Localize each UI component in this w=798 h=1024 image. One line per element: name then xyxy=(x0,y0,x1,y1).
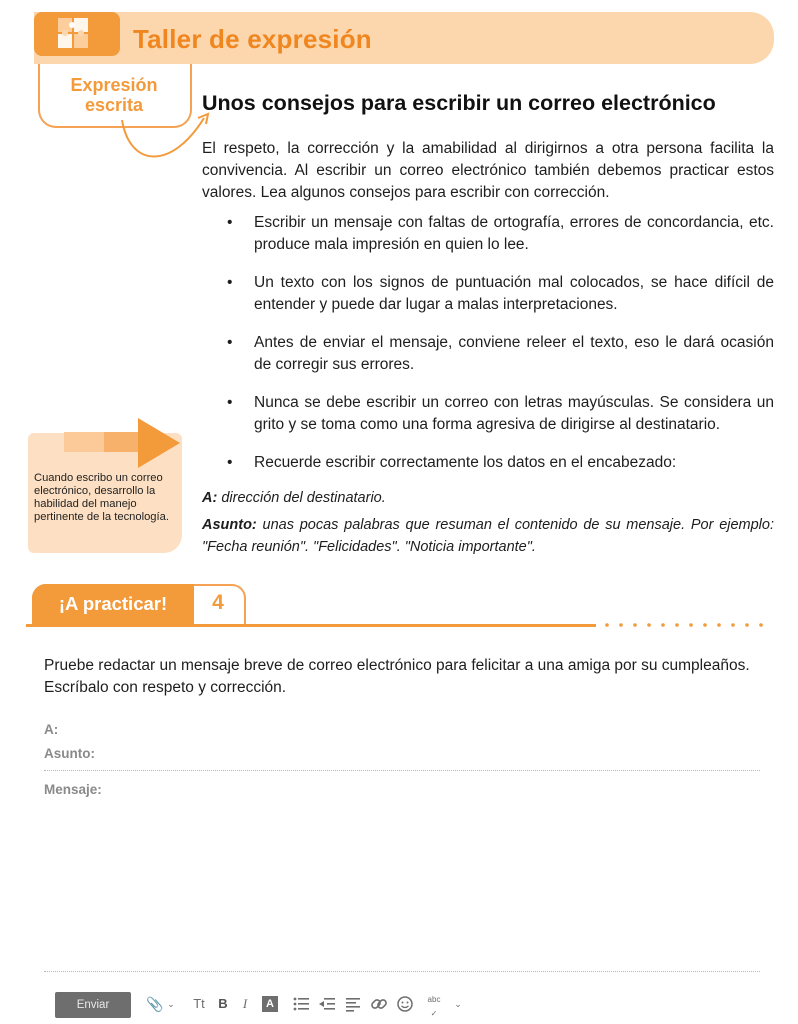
practice-number: 4 xyxy=(212,591,224,614)
category-tab-line2: escrita xyxy=(84,95,144,115)
puzzle-icon xyxy=(34,12,120,56)
subject-field-label[interactable]: Asunto: xyxy=(44,746,95,761)
arrow-right-icon xyxy=(60,418,184,468)
header-subject-explanation xyxy=(202,514,774,558)
to-field-label[interactable]: A: xyxy=(44,722,59,737)
list-item-text: Escribir un mensaje con faltas de ortografía, errores de concordancia, etc. produce mala impresión en quien lo lee. xyxy=(254,214,774,253)
side-note-text: Cuando escribo un correo electrónico, desarrollo la habilidad del manejo pertinente de la tecnología. xyxy=(34,472,169,523)
message-divider xyxy=(44,971,760,972)
list-item xyxy=(227,392,774,436)
send-button[interactable]: Enviar xyxy=(55,992,131,1018)
attach-icon[interactable]: 📎 xyxy=(146,996,164,1012)
bullet-icon: • xyxy=(227,334,233,351)
bullet-icon: • xyxy=(227,454,233,471)
article-title: Unos consejos para escribir un correo electrónico xyxy=(202,91,716,115)
section-title: Taller de expresión xyxy=(133,24,372,54)
bullet-icon: • xyxy=(227,274,233,291)
header-subject-label: Asunto: xyxy=(202,517,257,533)
header-to-explanation xyxy=(202,490,386,506)
bullet-icon: • xyxy=(227,394,233,411)
article-intro: El respeto, la corrección y la amabilidad al dirigirnos a otra persona facilita la convivencia. Al escribir un correo electrónico también debemos practicar estos valores. Lea algunos consejos para escribir con corrección. xyxy=(202,140,774,201)
list-item xyxy=(227,272,774,316)
practice-divider xyxy=(26,624,596,627)
outdent-icon[interactable] xyxy=(318,995,336,1013)
bold-icon[interactable]: B xyxy=(218,996,228,1011)
exercise-instruction: Pruebe redactar un mensaje breve de correo electrónico para felicitar a una amiga por su cumpleaños. Escríbalo con respeto y corrección. xyxy=(44,657,750,696)
text-size-icon[interactable]: Tt xyxy=(193,996,205,1011)
text-color-icon[interactable]: A xyxy=(262,996,278,1012)
bullet-icon: • xyxy=(227,214,233,231)
header-to-label: A: xyxy=(202,490,218,506)
bulleted-list-icon[interactable] xyxy=(292,995,310,1013)
spellcheck-icon[interactable]: abc ✓ xyxy=(427,995,441,1018)
header-subject-text: unas pocas palabras que resuman el contenido de su mensaje. Por ejemplo: "Fecha reunión". "Felicidades". "Noticia importante". xyxy=(202,517,774,555)
chevron-down-icon[interactable]: ⌄ xyxy=(454,999,462,1009)
list-item-text: Antes de enviar el mensaje, conviene releer el texto, eso le dará ocasión de corregir sus errores. xyxy=(254,334,774,373)
message-field-label[interactable]: Mensaje: xyxy=(44,782,102,797)
italic-icon[interactable]: I xyxy=(242,996,248,1011)
list-item-text: Nunca se debe escribir un correo con letras mayúsculas. Se considera un grito y se toma como una forma agresiva de dirigirse al destinatario. xyxy=(254,394,774,433)
list-item xyxy=(227,212,774,256)
list-item-text: Recuerde escribir correctamente los datos en el encabezado: xyxy=(254,454,677,471)
chevron-down-icon[interactable]: ⌄ xyxy=(167,999,175,1009)
list-item-text: Un texto con los signos de puntuación mal colocados, se hace difícil de entender y puede dar lugar a malas interpretaciones. xyxy=(254,274,774,313)
spellcheck-label: abc xyxy=(427,995,441,1004)
practice-label: ¡A practicar! xyxy=(58,593,168,614)
link-icon[interactable] xyxy=(370,995,388,1013)
list-item xyxy=(227,452,774,474)
dotted-divider xyxy=(603,621,775,629)
header-to-text: dirección del destinatario. xyxy=(217,490,386,506)
align-left-icon[interactable] xyxy=(344,995,362,1013)
category-tab-line1: Expresión xyxy=(70,75,158,95)
list-item xyxy=(227,332,774,376)
subject-divider xyxy=(44,770,760,771)
emoji-icon[interactable] xyxy=(396,995,414,1013)
